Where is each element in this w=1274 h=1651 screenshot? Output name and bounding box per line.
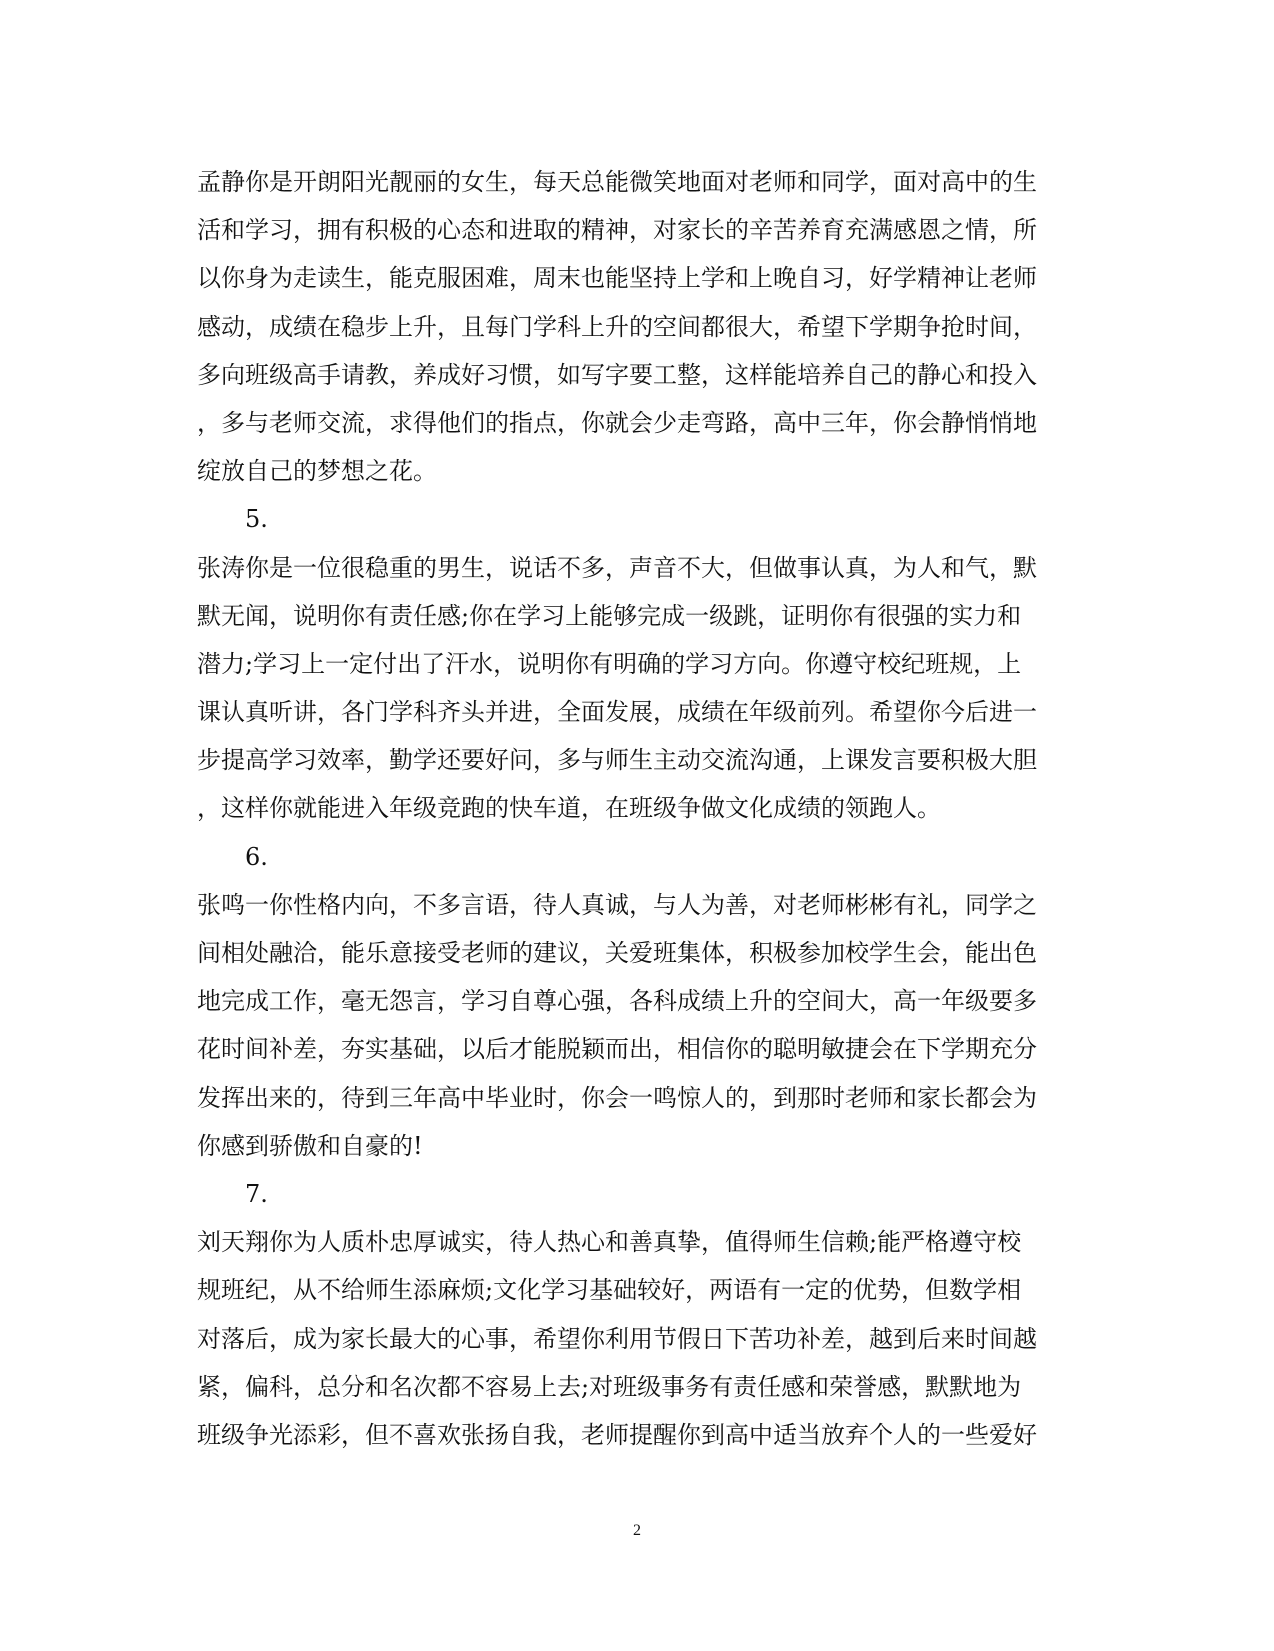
text-line: ，多与老师交流，求得他们的指点，你就会少走弯路，高中三年，你会静悄悄地 <box>197 408 1037 437</box>
text-line: 孟静你是开朗阳光靓丽的女生，每天总能微笑地面对老师和同学，面对高中的生 <box>197 168 1037 196</box>
text-line: 地完成工作，毫无怨言，学习自尊心强，各科成绩上升的空间大，高一年级要多 <box>197 987 1037 1016</box>
text-line: 你感到骄傲和自豪的! <box>197 1131 423 1160</box>
text-line: 张鸣一你性格内向，不多言语，待人真诚，与人为善，对老师彬彬有礼，同学之 <box>197 890 1037 919</box>
text-line: 花时间补差，夯实基础，以后才能脱颖而出，相信你的聪明敏捷会在下学期充分 <box>197 1035 1037 1064</box>
page-number: 2 <box>633 1522 641 1539</box>
text-line: 活和学习，拥有积极的心态和进取的精神，对家长的辛苦养育充满感恩之情，所 <box>197 216 1037 245</box>
text-line: 感动，成绩在稳步上升，且每门学科上升的空间都很大，希望下学期争抢时间， <box>197 312 1037 341</box>
text-line: 绽放自己的梦想之花。 <box>197 457 437 486</box>
text-line: 发挥出来的，待到三年高中毕业时，你会一鸣惊人的，到那时老师和家长都会为 <box>197 1083 1037 1112</box>
item-number: 5. <box>245 505 268 534</box>
text-line: 以你身为走读生，能克服困难，周末也能坚持上学和上晚自习，好学精神让老师 <box>197 264 1037 293</box>
text-line: 默无闻，说明你有责任感;你在学习上能够完成一级跳，证明你有很强的实力和 <box>197 601 1022 630</box>
text-line: 步提高学习效率，勤学还要好问，多与师生主动交流沟通，上课发言要积极大胆 <box>197 746 1037 775</box>
document-body <box>197 158 1077 1459</box>
text-line: ，这样你就能进入年级竞跑的快车道，在班级争做文化成绩的领跑人。 <box>197 794 941 823</box>
text-line: 潜力;学习上一定付出了汗水，说明你有明确的学习方向。你遵守校纪班规，上 <box>197 649 1022 678</box>
text-line: 间相处融洽，能乐意接受老师的建议，关爱班集体，积极参加校学生会，能出色 <box>197 939 1037 967</box>
text-line: 刘天翔你为人质朴忠厚诚实，待人热心和善真挚，值得师生信赖;能严格遵守校 <box>197 1228 1022 1257</box>
item-number: 6. <box>245 842 268 871</box>
text-line: 对落后，成为家长最大的心事，希望你利用节假日下苦功补差，越到后来时间越 <box>197 1324 1037 1353</box>
text-line: 紧，偏科，总分和名次都不容易上去;对班级事务有责任感和荣誉感，默默地为 <box>197 1372 1022 1401</box>
text-line: 课认真听讲，各门学科齐头并进，全面发展，成绩在年级前列。希望你今后进一 <box>197 698 1037 727</box>
text-line: 多向班级高手请教，养成好习惯，如写字要工整，这样能培养自己的静心和投入 <box>197 360 1037 389</box>
text-line: 班级争光添彩，但不喜欢张扬自我，老师提醒你到高中适当放弃个人的一些爱好 <box>197 1420 1037 1449</box>
text-line: 规班纪，从不给师生添麻烦;文化学习基础较好，两语有一定的优势，但数学相 <box>197 1276 1022 1305</box>
item-number: 7. <box>245 1179 268 1208</box>
text-line: 张涛你是一位很稳重的男生，说话不多，声音不大，但做事认真，为人和气，默 <box>197 553 1037 582</box>
